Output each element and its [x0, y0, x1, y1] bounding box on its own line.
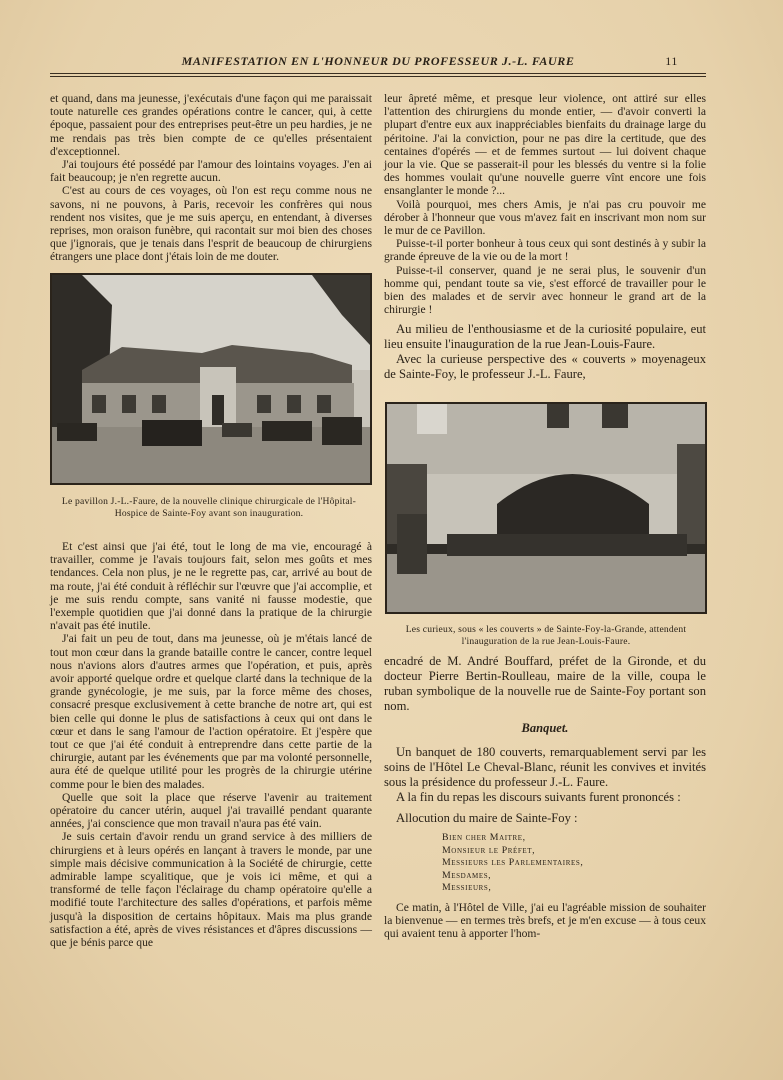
paragraph: J'ai toujours été possédé par l'amour des lointains voyages. J'en ai fait beaucoup; je n'en regrette aucun. — [50, 158, 372, 185]
paragraph: Puisse-t-il conserver, quand je ne serai plus, le souvenir d'un homme qui, pendant toute sa vie, s'est efforcé de travailler pour le bien des malades et de servir avec honneur le grand art de la chirurgie ! — [384, 263, 706, 317]
right-column-bottom — [384, 654, 706, 940]
paragraph: Et c'est ainsi que j'ai été, tout le long de ma vie, encouragé à travailler, comme je l'avais toujours fait, selon mes goûts et mes tendances. Cela non plus, je ne le regrette pas, car, arrivé au bout de ma route, j'ai été conduit à réfléchir sur l'œuvre que j'ai accomplie, et je me suis rendu compte, sans vanité ni fausse modestie, que l'exemple quotidien que j'ai donné dans la pratique de la chirurgie n'avait pas été inutile. — [50, 540, 372, 633]
salutations — [442, 832, 706, 895]
paragraph: Ce matin, à l'Hôtel de Ville, j'ai eu l'agréable mission de souhaiter la bienvenue — en termes très brefs, et je m'en excuse — à tous ceux qui avaient tenu à apporter l'hom- — [384, 900, 706, 941]
salutation-line: Messieurs les Parlementaires, — [442, 857, 584, 869]
left-column-top — [50, 92, 372, 264]
paragraph: Je suis certain d'avoir rendu un grand service à des milliers de chirurgiens et à leurs opérés en lançant à travers le monde, par une simple mais décisive communication à la Société de chirurgie, cette admirable lampe scyalitique, que je vois ici même, et qui a transformé de telle façon l'éclairage du champ opératoire qu'elle a modifié toute l'architecture des salles d'opérations, et parfois même jusqu'à la disposition de certains hôpitaux. Mais ma plus grande satisfaction a été, après de vives résistances et d'âpres discussions — que je bénis parce que — [50, 830, 372, 950]
running-header — [50, 52, 706, 72]
header-title: MANIFESTATION EN L'HONNEUR DU PROFESSEUR J.-L. FAURE — [181, 54, 575, 68]
paragraph: Quelle que soit la place que réserve l'avenir au traitement opératoire du cancer utérin, auquel j'ai travaillé pendant quarante années, j'ai conscience que mon travail n'aura pas été vain. — [50, 790, 372, 831]
paragraph: Au milieu de l'enthousiasme et de la curiosité populaire, eut lieu ensuite l'inauguration de la rue Jean-Louis-Faure. — [384, 322, 706, 352]
header-rule — [50, 73, 706, 74]
salutation-line: Mesdames, — [442, 869, 492, 881]
paragraph: leur âpreté même, et presque leur violence, ont attiré sur elles l'attention des chirurgiens du monde entier, — d'avoir converti la plupart d'entre eux aux inappréciables bienfaits du drainage large du péritoine. J'ai la conviction, pour ne pas dire la certitude, que des centaines d'opérés — et de femmes surtout — lui doivent chaque jour la vie. Que se passerait-il pour les blessés du ventre si la folie des hommes voulait qu'une nouvelle guerre vînt encore une fois ensanglanter le monde ?... — [384, 92, 706, 198]
paragraph: et quand, dans ma jeunesse, j'exécutais d'une façon qui me paraissait toute naturelle ces grandes opérations contre le cancer, qui, à cette époque, passaient pour des entreprises peut-être un peu hardies, je ne me rendais pas très bien compte de ce qu'elles présentaient d'exceptionnel. — [50, 92, 372, 158]
salutation-line: Monsieur le Préfet, — [442, 844, 536, 856]
right-column-top — [384, 92, 706, 382]
page-number: 11 — [665, 54, 678, 68]
pavilion-caption: Le pavillon J.-L.-Faure, de la nouvelle clinique chirurgicale de l'Hôpital-Hospice de Sainte-Foy avant son inauguration. — [61, 496, 357, 519]
paragraph: encadré de M. André Bouffard, préfet de la Gironde, et du docteur Pierre Bertin-Roulleau, maire de la ville, coupa le ruban symbolique de la nouvelle rue de Sainte-Foy portant son nom. — [384, 654, 706, 713]
salutation-line: Messieurs, — [442, 882, 492, 894]
paragraph: Un banquet de 180 couverts, remarquablement servi par les soins de l'Hôtel Le Cheval-Blanc, réunit les convives et invités sous la présidence du professeur J.-L. Faure. — [384, 745, 706, 790]
arcade-photo — [385, 402, 707, 614]
paragraph: J'ai fait un peu de tout, dans ma jeunesse, où je m'étais lancé de tout mon cœur dans la grande bataille contre le cancer, contre lequel nous n'avions alors d'autres armes que l'opération, et puis, après avoir apporté quelque ordre et quelque clarté dans la technique de la grande gynécologie, je me suis, par la force même des choses, consacré presque exclusivement à cette branche de notre art, qui est bien celle qui donne le plus de satisfactions à ceux qui ont dans le cœur et dans le sang l'amour de l'action opératoire. Et j'espère que tout ce que j'ai été conduit à entreprendre dans cette partie de la chirurgie, autant par les événements que par ma volonté personnelle, aura été de quelque utilité pour les progrès de la chirurgie utérine comme pour le bien des malades. — [50, 632, 372, 791]
paragraph: C'est au cours de ces voyages, où l'on est reçu comme nous ne savons, ni ne pouvons, à Paris, recevoir les confrères qui nous rendent nos visites, que je me suis aperçu, en entendant, à diverses reprises, mon oraison funèbre, qui racontait sur moi bien des choses que j'ignorais, que je tenais dans l'esprit de beaucoup de chirurgiens étrangers une place dont j'étais loin de me douter. — [50, 184, 372, 264]
pavilion-photo — [50, 273, 372, 485]
paragraph: A la fin du repas les discours suivants furent prononcés : — [396, 790, 681, 805]
left-column-bottom — [50, 540, 372, 949]
paragraph: Voilà pourquoi, mes chers Amis, je n'ai pas cru pouvoir me dérober à l'honneur que vous m'avez fait en inscrivant mon nom sur le mur de ce Pavillon. — [384, 197, 706, 238]
paragraph: Avec la curieuse perspective des « couverts » moyenageux de Sainte-Foy, le professeur J.-L. Faure, — [384, 352, 706, 382]
banquet-heading: Banquet. — [521, 721, 569, 735]
header-rule-double — [50, 76, 706, 77]
arcade-caption: Les curieux, sous « les couverts » de Sainte-Foy-la-Grande, attendent l'inauguration de la rue Jean-Louis-Faure. — [405, 624, 687, 647]
paragraph: Puisse-t-il porter bonheur à tous ceux qui sont destinés à y subir la grande épreuve de la vie ou de la mort ! — [384, 237, 706, 264]
salutation-line: Bien cher Maitre, — [442, 832, 526, 844]
allocution-heading: Allocution du maire de Sainte-Foy : — [396, 811, 578, 826]
arcade-photo-image — [387, 404, 705, 612]
pavilion-photo-image — [52, 275, 370, 483]
